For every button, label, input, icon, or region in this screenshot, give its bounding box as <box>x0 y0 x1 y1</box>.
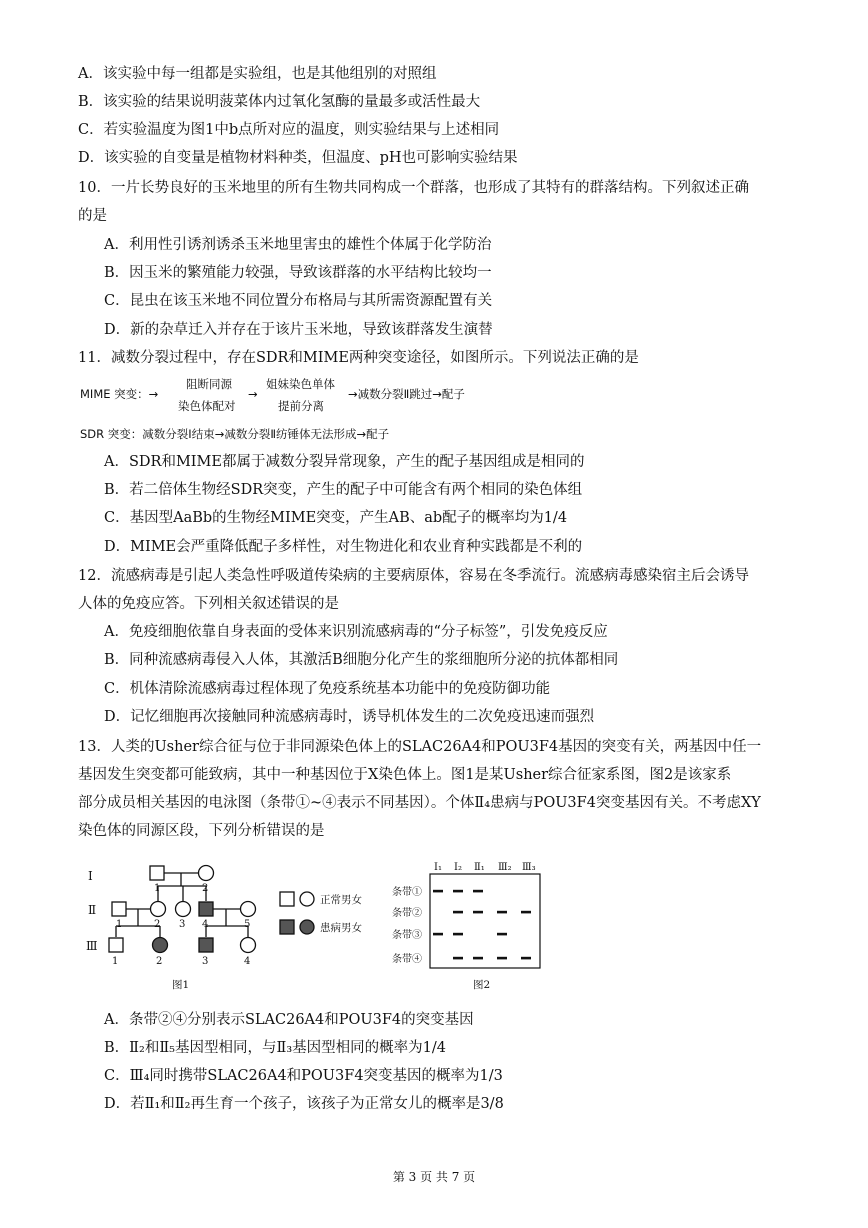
num-I2: 2 <box>202 883 209 894</box>
pedigree-affected-male-II4 <box>199 902 213 916</box>
q13-option-a: A．条带②④分别表示SLAC26A4和POU3F4的突变基因 <box>104 1012 474 1028</box>
pedigree-figure <box>86 866 362 992</box>
pedigree-female-II5 <box>241 902 256 917</box>
figures-area <box>80 858 550 998</box>
num-II2: 2 <box>154 919 161 930</box>
legend-normal-label: 正常男女 <box>320 894 362 906</box>
pedigree-male-II1 <box>112 902 126 916</box>
gel-band-mark <box>497 911 507 914</box>
gel-band-label: 条带③ <box>392 930 422 941</box>
figure2-caption: 图2 <box>473 979 491 991</box>
num-II4: 4 <box>202 919 209 930</box>
mime-step2-top: 姐妹染色单体 <box>266 377 335 391</box>
q9-option-c: C．若实验温度为图1中b点所对应的温度，则实验结果与上述相同 <box>78 122 500 138</box>
gel-column-label: Ⅰ₁ <box>434 862 442 873</box>
mime-step1-top: 阻断同源 <box>186 377 232 391</box>
page-footer: 第 3 页 共 7 页 <box>392 1170 476 1184</box>
gel-band-mark <box>453 890 463 893</box>
num-I1: 1 <box>154 883 161 894</box>
gel-band-mark <box>453 933 463 936</box>
q13-option-d: D．若Ⅱ₁和Ⅱ₂再生育一个孩子，该孩子为正常女儿的概率是3/8 <box>104 1096 504 1112</box>
q12-stem-line1: 12．流感病毒是引起人类急性呼吸道传染病的主要病原体，容易在冬季流行。流感病毒感染宿主后会诱导 <box>78 568 749 584</box>
gel-band-mark <box>473 890 483 893</box>
gen-label-2: Ⅱ <box>88 903 97 917</box>
q9-option-a: A．该实验中每一组都是实验组，也是其他组别的对照组 <box>78 66 437 82</box>
num-III3: 3 <box>202 956 209 967</box>
legend-normal-female-icon <box>300 892 314 906</box>
q10-stem-line2: 的是 <box>78 208 107 224</box>
q12-option-a: A．免疫细胞依靠自身表面的受体来识别流感病毒的“分子标签”，引发免疫反应 <box>104 624 608 640</box>
pedigree-male-III1 <box>109 938 123 952</box>
num-II1: 1 <box>116 919 123 930</box>
gel-column-label: Ⅰ₂ <box>454 862 462 873</box>
q10-option-b: B．因玉米的繁殖能力较强，导致该群落的水平结构比较均一 <box>104 265 492 281</box>
gen-label-1: Ⅰ <box>88 869 93 883</box>
pedigree-female-II2 <box>151 902 166 917</box>
q13-stem-line2: 基因发生突变都可能致病，其中一种基因位于X染色体上。图1是某Usher综合征家系图，图2是该家系 <box>78 767 732 783</box>
num-III2: 2 <box>156 956 163 967</box>
q11-option-b: B．若二倍体生物经SDR突变，产生的配子中可能含有两个相同的染色体组 <box>104 482 583 498</box>
gel-band-label: 条带② <box>392 908 422 919</box>
gen-label-3: Ⅲ <box>86 939 98 953</box>
gel-band-label: 条带① <box>392 887 422 898</box>
gel-band-mark <box>453 957 463 960</box>
legend-affected-label: 患病男女 <box>320 922 362 934</box>
q13-option-b: B．Ⅱ₂和Ⅱ₅基因型相同，与Ⅱ₃基因型相同的概率为1/4 <box>104 1040 446 1056</box>
gel-band-mark <box>453 911 463 914</box>
gel-frame <box>430 874 540 968</box>
q13-option-c: C．Ⅲ₄同时携带SLAC26A4和POU3F4突变基因的概率为1/3 <box>104 1068 503 1084</box>
gel-column-label: Ⅱ₁ <box>474 862 485 873</box>
gel-column-label: Ⅲ₃ <box>522 862 536 873</box>
q13-stem-line1: 13．人类的Usher综合征与位于非同源染色体上的SLAC26A4和POU3F4基因的突变有关，两基因中任一 <box>78 739 762 755</box>
pedigree-female-I2 <box>199 866 214 881</box>
pedigree-affected-female-III2 <box>153 938 168 953</box>
figure1-caption: 图1 <box>172 979 190 991</box>
q12-stem-line2: 人体的免疫应答。下列相关叙述错误的是 <box>78 596 339 612</box>
legend-normal-male-icon <box>280 892 294 906</box>
gel-band-mark <box>497 957 507 960</box>
q9-option-b: B．该实验的结果说明菠菜体内过氧化氢酶的量最多或活性最大 <box>78 94 481 110</box>
pedigree-female-II3 <box>176 902 191 917</box>
gel-column-label: Ⅲ₂ <box>498 862 512 873</box>
q10-option-c: C．昆虫在该玉米地不同位置分布格局与其所需资源配置有关 <box>104 293 493 309</box>
legend-affected-male-icon <box>280 920 294 934</box>
legend-affected-female-icon <box>300 920 314 934</box>
gel-band-mark <box>473 957 483 960</box>
num-II5: 5 <box>244 919 251 930</box>
q13-stem-line3: 部分成员相关基因的电泳图（条带①~④表示不同基因）。个体Ⅱ₄患病与POU3F4突变基因有关。不考虑XY <box>78 795 761 811</box>
pedigree-affected-male-III3 <box>199 938 213 952</box>
q10-option-a: A．利用性引诱剂诱杀玉米地里害虫的雄性个体属于化学防治 <box>104 237 492 253</box>
q11-option-d: D．MIME会严重降低配子多样性，对生物进化和农业育种实践都是不利的 <box>104 539 583 555</box>
q10-stem-line1: 10．一片长势良好的玉米地里的所有生物共同构成一个群落，也形成了其特有的群落结构。下列叙述正确 <box>78 180 749 196</box>
arrow-icon: → <box>248 387 258 401</box>
mime-step2-bottom: 提前分离 <box>278 399 324 413</box>
gel-band-mark <box>433 933 443 936</box>
q12-option-d: D．记忆细胞再次接触同种流感病毒时，诱导机体发生的二次免疫迅速而强烈 <box>104 709 595 725</box>
gel-band-mark <box>433 890 443 893</box>
pedigree-female-III4 <box>241 938 256 953</box>
q12-option-b: B．同种流感病毒侵入人体，其激活B细胞分化产生的浆细胞所分泌的抗体都相同 <box>104 652 619 668</box>
pedigree-male-I1 <box>150 866 164 880</box>
gel-band-mark <box>473 911 483 914</box>
q11-option-a: A．SDR和MIME都属于减数分裂异常现象，产生的配子基因组成是相同的 <box>104 454 585 470</box>
gel-band-label: 条带④ <box>392 954 422 965</box>
mime-end: →减数分裂Ⅱ跳过→配子 <box>348 387 465 401</box>
sdr-flow: SDR 突变：减数分裂Ⅰ结束→减数分裂Ⅱ纺锤体无法形成→配子 <box>80 427 390 441</box>
num-II3: 3 <box>179 919 186 930</box>
q11-stem: 11．减数分裂过程中，存在SDR和MIME两种突变途径，如图所示。下列说法正确的是 <box>78 350 639 366</box>
mime-step1-bottom: 染色体配对 <box>178 399 236 413</box>
gel-band-mark <box>497 933 507 936</box>
q9-option-d: D．该实验的自变量是植物材料种类，但温度、pH也可影响实验结果 <box>78 150 518 166</box>
num-III4: 4 <box>244 956 251 967</box>
gel-band-mark <box>521 911 531 914</box>
electrophoresis-figure <box>392 862 540 991</box>
num-III1: 1 <box>112 956 119 967</box>
q13-stem-line4: 染色体的同源区段，下列分析错误的是 <box>78 823 325 839</box>
mime-prefix: MIME 突变：→ <box>80 387 159 401</box>
q12-option-c: C．机体清除流感病毒过程体现了免疫系统基本功能中的免疫防御功能 <box>104 681 551 697</box>
gel-band-mark <box>521 957 531 960</box>
q10-option-d: D．新的杂草迁入并存在于该片玉米地，导致该群落发生演替 <box>104 322 493 338</box>
q11-option-c: C．基因型AaBb的生物经MIME突变，产生AB、ab配子的概率均为1/4 <box>104 510 568 526</box>
